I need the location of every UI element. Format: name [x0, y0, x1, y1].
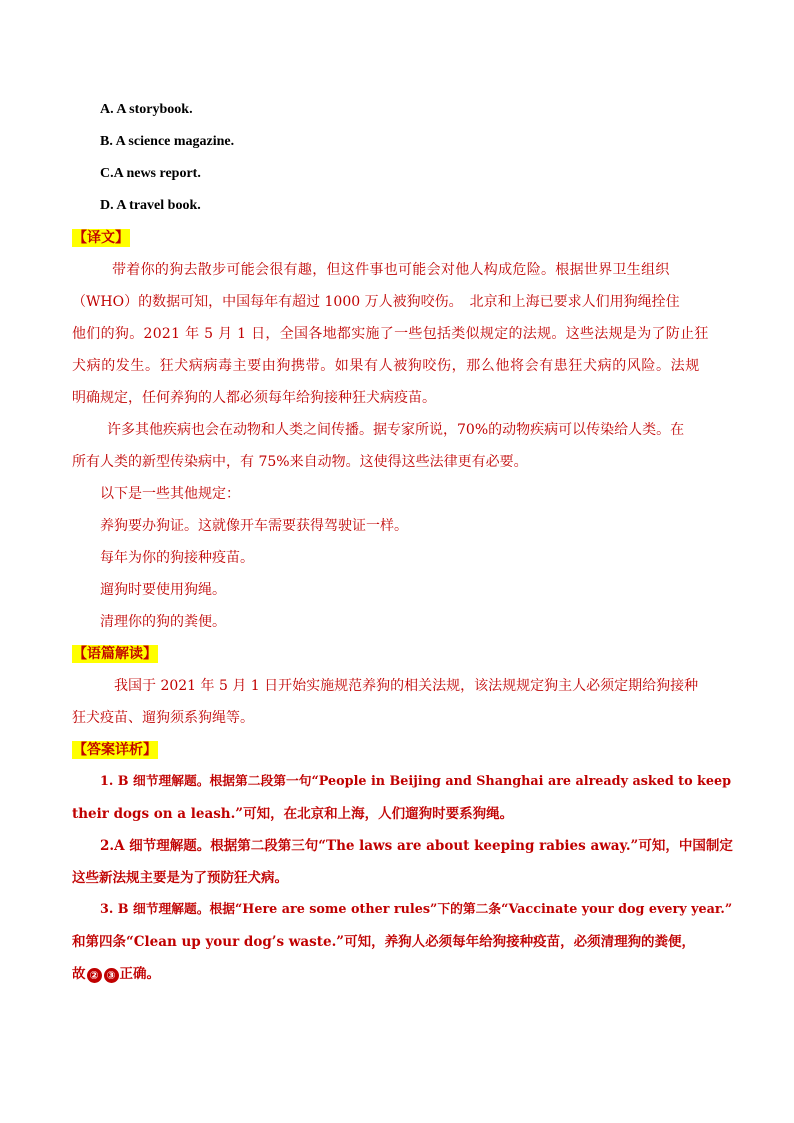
answer-line: 2.A 细节理解题。根据第二段第三句“The laws are about keeping rabies away.”可知，中国制定: [100, 838, 733, 854]
translation-line: 所有人类的新型传染病中，有 75%来自动物。这使得这些法律更有必要。: [72, 454, 528, 470]
analysis-line: 我国于 2021 年 5 月 1 日开始实施规范养狗的相关法规，该法规规定狗主人必须定期给狗接种: [114, 678, 699, 694]
answer-line: 这些新法规主要是为了预防狂犬病。: [72, 870, 288, 886]
translation-line: 清理你的狗的粪便。: [100, 614, 226, 630]
translation-line: 养狗要办狗证。这就像开车需要获得驾驶证一样。: [100, 518, 408, 534]
translation-line: 许多其他疾病也会在动物和人类之间传播。据专家所说，70%的动物疾病可以传染给人类。在: [107, 422, 685, 438]
option-b: B. A science magazine.: [100, 134, 235, 149]
answer-line: their dogs on a leash.”可知，在北京和上海，人们遛狗时要系狗绳。: [72, 806, 514, 822]
translation-heading: 【译文】: [73, 230, 129, 246]
answer-final-prefix: 故: [72, 966, 86, 982]
analysis-line: 狂犬疫苗、遛狗须系狗绳等。: [72, 710, 254, 726]
circled-number-2: ②: [87, 968, 102, 983]
translation-line: 每年为你的狗接种疫苗。: [100, 550, 254, 566]
analysis-heading: 【语篇解读】: [73, 646, 157, 662]
option-a: A. A storybook.: [100, 102, 193, 117]
translation-line: （WHO）的数据可知，中国每年有超过 1000 万人被狗咬伤。 北京和上海已要求人们用狗绳拴住: [72, 294, 680, 310]
answers-heading: 【答案详析】: [73, 742, 157, 758]
circled-number-3: ③: [104, 968, 119, 983]
translation-line: 犬病的发生。狂犬病病毒主要由狗携带。如果有人被狗咬伤，那么他将会有患狂犬病的风险。法规: [72, 358, 700, 374]
option-d: D. A travel book.: [100, 198, 201, 213]
option-c: C.A news report.: [100, 166, 201, 181]
translation-line: 遛狗时要使用狗绳。: [100, 582, 226, 598]
translation-line: 他们的狗。2021 年 5 月 1 日，全国各地都实施了一些包括类似规定的法规。这些法规是为了防止狂: [72, 326, 709, 342]
translation-line: 明确规定，任何养狗的人都必须每年给狗接种狂犬病疫苗。: [72, 390, 436, 406]
answer-line: 3. B 细节理解题。根据“Here are some other rules”下的第二条“Vaccinate your dog every year.”: [100, 902, 733, 917]
answer-line: 1. B 细节理解题。根据第二段第一句“People in Beijing and Shanghai are already asked to keep: [100, 774, 731, 789]
answer-final-suffix: 正确。: [119, 966, 160, 982]
translation-line: 以下是一些其他规定：: [100, 486, 240, 502]
translation-line: 带着你的狗去散步可能会很有趣，但这件事也可能会对他人构成危险。根据世界卫生组织: [112, 262, 670, 278]
answer-line: 和第四条“Clean up your dog’s waste.”可知，养狗人必须每年给狗接种疫苗，必须清理狗的粪便，: [72, 934, 696, 950]
answer-line-final: [72, 965, 160, 983]
